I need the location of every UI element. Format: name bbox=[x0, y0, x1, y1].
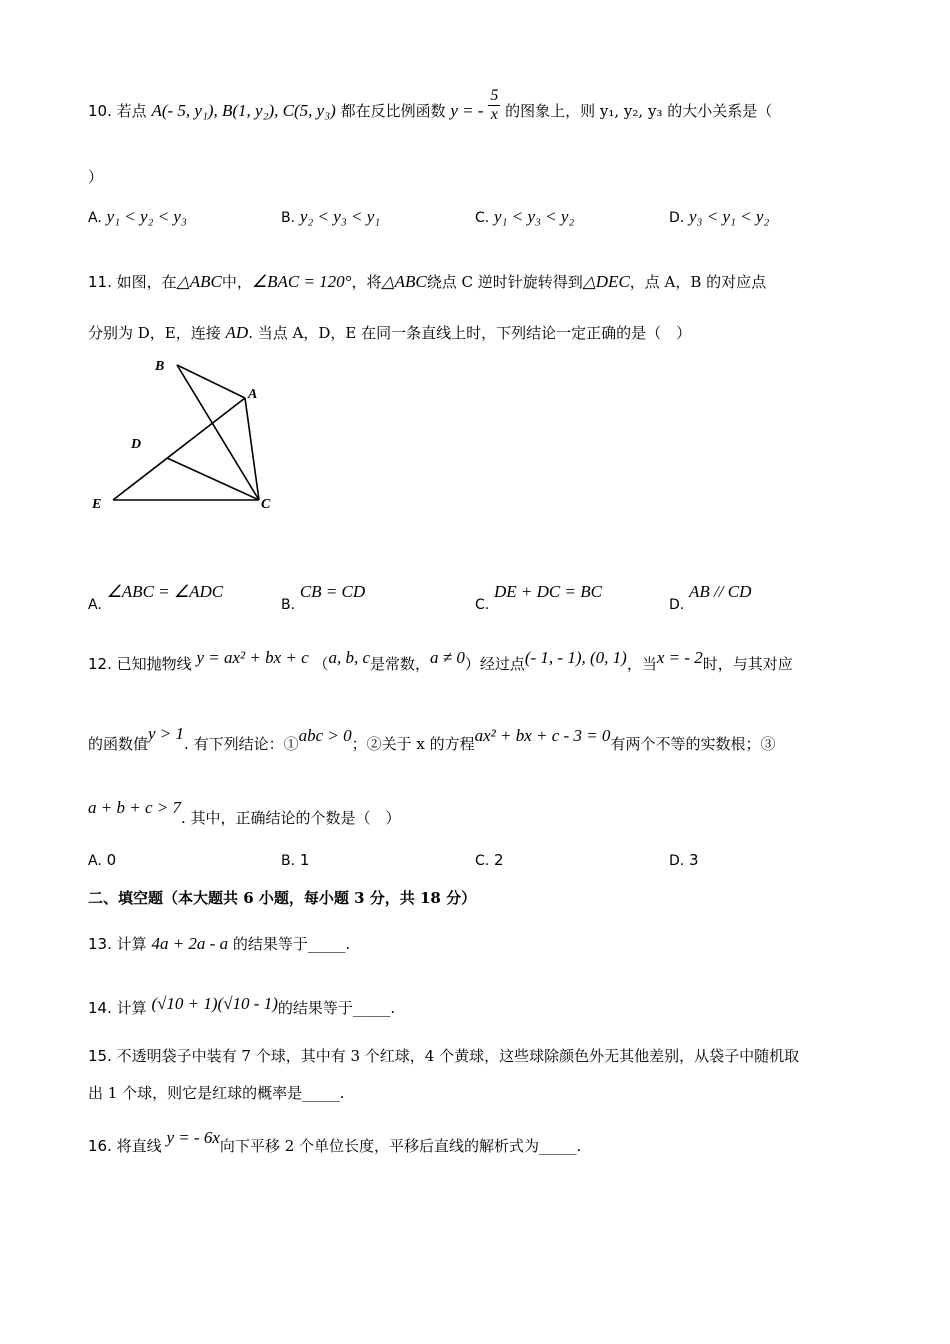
segment-ac bbox=[245, 398, 259, 500]
math-triangle: △ABC bbox=[176, 272, 222, 291]
option-letter: D. bbox=[669, 853, 685, 869]
question-text: . 有下列结论：① bbox=[184, 735, 299, 753]
question-16 bbox=[88, 1128, 581, 1156]
question-text: . 当点 A，D，E 在同一条直线上时，下列结论一定正确的是（ ） bbox=[248, 324, 692, 342]
option-text: y₂ < y₃ < y₁ bbox=[299, 207, 381, 226]
question-number: 11. bbox=[88, 273, 112, 291]
option-text: 0 bbox=[106, 851, 117, 869]
option-d[interactable] bbox=[669, 582, 751, 613]
question-text: 的结果等于_____. bbox=[232, 935, 351, 953]
label-b: B bbox=[155, 359, 165, 374]
question-text: 中， bbox=[221, 273, 252, 291]
math-sum: a + b + c > 7 bbox=[88, 798, 181, 817]
fraction bbox=[488, 87, 500, 124]
option-text: y₃ < y₁ < y₂ bbox=[689, 207, 770, 226]
math-x-value: x = - 2 bbox=[656, 648, 703, 667]
question-text: 是常数， bbox=[369, 655, 430, 673]
math-expression: (√10 + 1)(√10 - 1) bbox=[151, 994, 278, 1013]
question-10-close: ） bbox=[88, 168, 104, 186]
option-c[interactable] bbox=[475, 207, 574, 227]
option-letter: B. bbox=[281, 853, 296, 869]
question-text: ；②关于 x 的方程 bbox=[351, 735, 475, 753]
fraction-denominator: x bbox=[490, 105, 498, 123]
question-text: ）经过点 bbox=[464, 655, 525, 673]
question-text: 计算 bbox=[116, 935, 147, 953]
question-text: 都在反比例函数 bbox=[340, 102, 446, 120]
option-b[interactable] bbox=[281, 851, 309, 869]
question-14 bbox=[88, 994, 395, 1018]
math-function-lhs: y = - bbox=[450, 101, 484, 120]
option-letter: C. bbox=[475, 210, 490, 226]
option-b[interactable] bbox=[281, 582, 365, 613]
math-triangle: △ABC bbox=[381, 272, 427, 291]
question-text: 的结果等于_____. bbox=[277, 999, 396, 1017]
question-text: 将直线 bbox=[116, 1137, 162, 1155]
option-c[interactable] bbox=[475, 851, 504, 869]
option-letter: C. bbox=[475, 597, 490, 613]
question-11 bbox=[88, 271, 766, 292]
fraction-numerator: 5 bbox=[490, 86, 499, 104]
label-c: C bbox=[261, 497, 271, 512]
question-number: 16. bbox=[88, 1137, 112, 1155]
section-heading: 二、填空题（本大题共 6 小题，每小题 3 分，共 18 分） bbox=[88, 889, 477, 907]
question-text: ，当 bbox=[626, 655, 657, 673]
question-text: 的图象上，则 y₁, y₂, y₃ 的大小关系是（ bbox=[505, 102, 773, 120]
question-text: 绕点 C 逆时针旋转得到 bbox=[426, 273, 583, 291]
question-text: 计算 bbox=[116, 999, 147, 1017]
math-points: (- 1, - 1), (0, 1) bbox=[524, 648, 627, 667]
question-text: （ bbox=[313, 655, 329, 673]
option-text: y₁ < y₃ < y₂ bbox=[494, 207, 575, 226]
option-letter: A. bbox=[88, 853, 102, 869]
option-text: DE + DC = BC bbox=[494, 582, 602, 601]
option-a[interactable] bbox=[88, 207, 187, 227]
option-c[interactable] bbox=[475, 582, 602, 613]
option-text: y₁ < y₂ < y₃ bbox=[106, 207, 187, 226]
option-a[interactable] bbox=[88, 582, 223, 613]
question-text: ，将 bbox=[351, 273, 382, 291]
option-letter: C. bbox=[475, 853, 490, 869]
question-number: 15. bbox=[88, 1047, 112, 1065]
label-a: A bbox=[248, 387, 258, 402]
math-points: A(- 5, y₁), B(1, y₂), C(5, y₃) bbox=[151, 101, 336, 120]
label-d: D bbox=[131, 437, 142, 452]
option-text: ∠ABC = ∠ADC bbox=[106, 582, 224, 601]
option-a[interactable] bbox=[88, 851, 116, 869]
question-text: 如图，在 bbox=[116, 273, 177, 291]
math-expression: y = - 6x bbox=[166, 1128, 220, 1147]
question-text: 的函数值 bbox=[88, 735, 149, 753]
option-d[interactable] bbox=[669, 851, 699, 869]
question-text: 分别为 D，E，连接 bbox=[88, 324, 221, 342]
question-number: 14. bbox=[88, 999, 112, 1017]
option-b[interactable] bbox=[281, 207, 380, 227]
math-y-condition: y > 1 bbox=[148, 724, 185, 743]
question-text: 向下平移 2 个单位长度，平移后直线的解析式为_____. bbox=[219, 1137, 582, 1155]
question-text: . 其中，正确结论的个数是（ ） bbox=[180, 809, 401, 827]
option-text: CB = CD bbox=[299, 582, 366, 601]
question-text: 若点 bbox=[116, 102, 147, 120]
question-number: 10. bbox=[88, 102, 112, 120]
question-text: 时，与其对应 bbox=[702, 655, 793, 673]
question-15-line2: 出 1 个球，则它是红球的概率是_____. bbox=[88, 1084, 345, 1102]
question-text: ，点 A，B 的对应点 bbox=[629, 273, 767, 291]
geometry-figure bbox=[85, 350, 285, 520]
option-letter: A. bbox=[88, 597, 102, 613]
question-11-line2 bbox=[88, 322, 691, 343]
question-text: 有两个不等的实数根；③ bbox=[610, 735, 776, 753]
question-12-line2 bbox=[88, 724, 775, 754]
math-a-nonzero: a ≠ 0 bbox=[430, 648, 465, 667]
option-text: 3 bbox=[689, 851, 699, 869]
label-e: E bbox=[92, 497, 102, 512]
segment-dc bbox=[167, 458, 259, 500]
question-12-line3 bbox=[88, 798, 401, 828]
question-10 bbox=[88, 86, 773, 124]
math-expression: 4a + 2a - a bbox=[151, 934, 229, 953]
question-15 bbox=[88, 1045, 799, 1066]
option-text: AB // CD bbox=[689, 582, 752, 601]
math-segment: AD bbox=[225, 323, 249, 342]
math-triangle: △DEC bbox=[582, 272, 630, 291]
option-letter: A. bbox=[88, 210, 102, 226]
option-letter: B. bbox=[281, 597, 296, 613]
math-parabola: y = ax² + bx + c bbox=[196, 648, 309, 667]
question-13 bbox=[88, 933, 350, 954]
option-text: 1 bbox=[299, 851, 310, 869]
math-angle: ∠BAC = 120° bbox=[251, 272, 352, 291]
option-letter: D. bbox=[669, 597, 685, 613]
question-text: 不透明袋子中装有 7 个球，其中有 3 个红球，4 个黄球，这些球除颜色外无其他差别，从袋子中随机取 bbox=[116, 1047, 800, 1065]
question-text: 已知抛物线 bbox=[116, 655, 192, 673]
option-d[interactable] bbox=[669, 207, 769, 227]
option-letter: B. bbox=[281, 210, 296, 226]
math-constants: a, b, c bbox=[328, 648, 370, 667]
question-12 bbox=[88, 648, 793, 674]
question-number: 12. bbox=[88, 655, 112, 673]
option-letter: D. bbox=[669, 210, 685, 226]
question-number: 13. bbox=[88, 935, 112, 953]
option-text: 2 bbox=[494, 851, 504, 869]
math-abc: abc > 0 bbox=[298, 726, 352, 745]
math-equation: ax² + bx + c - 3 = 0 bbox=[474, 726, 611, 745]
